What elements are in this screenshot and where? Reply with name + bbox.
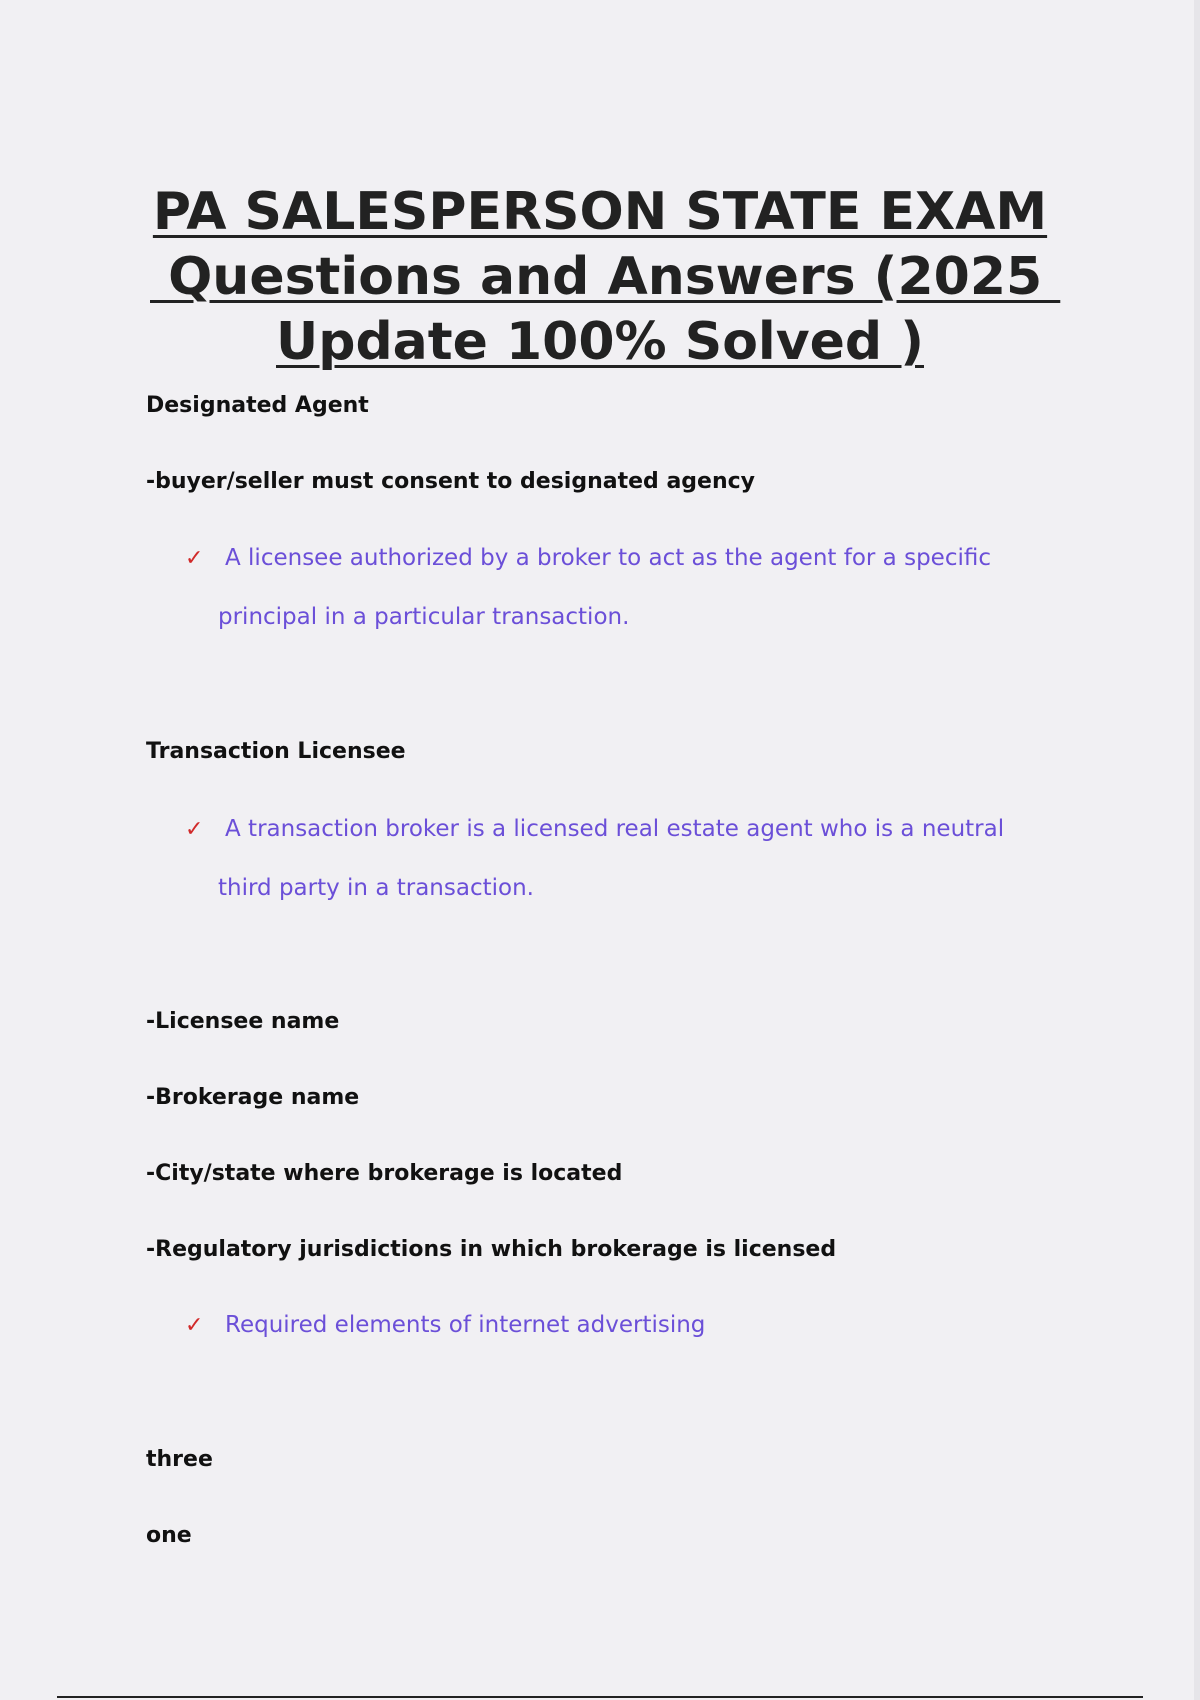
- footer-divider: [57, 1696, 1143, 1698]
- question-transaction-licensee: Transaction Licensee: [146, 739, 406, 764]
- answer-designated-agent: [185, 529, 1045, 647]
- answer-text: A licensee authorized by a broker to act as the agent for a specific principal in a particular transaction.: [218, 545, 991, 630]
- item-regulatory-jurisdictions: -Regulatory jurisdictions in which brokerage is licensed: [146, 1237, 837, 1262]
- document-title: [150, 180, 1061, 375]
- item-licensee-name: -Licensee name: [146, 1009, 340, 1034]
- question-one: one: [146, 1523, 192, 1548]
- item-city-state: -City/state where brokerage is located: [146, 1161, 623, 1186]
- checkmark-icon: ✓: [185, 817, 204, 842]
- title-line-3: Update 100% Solved ): [276, 312, 924, 372]
- checkmark-icon: ✓: [185, 546, 204, 571]
- page-edge-shadow: [1194, 0, 1200, 1700]
- answer-internet-advertising: [185, 1296, 1045, 1355]
- answer-text: Required elements of internet advertising: [225, 1312, 706, 1338]
- title-line-1: PA SALESPERSON STATE EXAM: [152, 182, 1048, 242]
- answer-transaction-licensee: [185, 800, 1045, 918]
- title-line-2: Questions and Answers (2025: [150, 247, 1061, 307]
- question-buyer-seller-consent: -buyer/seller must consent to designated agency: [146, 469, 755, 494]
- item-brokerage-name: -Brokerage name: [146, 1085, 360, 1110]
- checkmark-icon: ✓: [185, 1313, 204, 1338]
- question-three: three: [146, 1447, 213, 1472]
- question-designated-agent: Designated Agent: [146, 393, 369, 418]
- answer-text: A transaction broker is a licensed real estate agent who is a neutral third party in a transaction.: [218, 816, 1005, 901]
